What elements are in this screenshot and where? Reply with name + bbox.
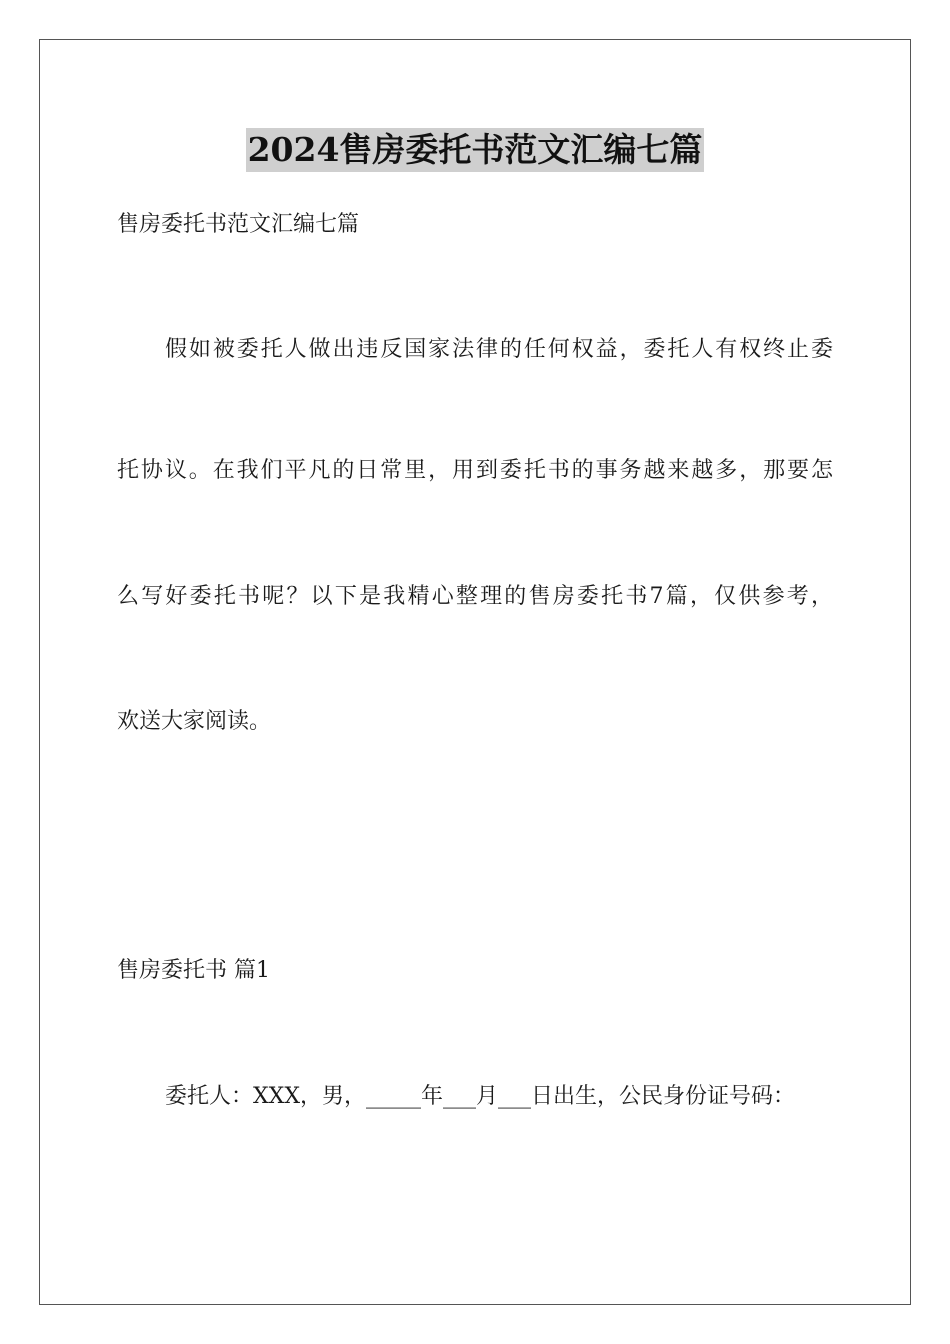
intro-line-1: 假如被委托人做出违反国家法律的任何权益，委托人有权终止委 xyxy=(165,337,833,362)
principal-line: 委托人：XXX，男，_____年___月___日出生，公民身份证号码： xyxy=(165,1084,795,1109)
document-title xyxy=(0,128,950,172)
intro-line-3: 么写好委托书呢？以下是我精心整理的售房委托书7篇，仅供参考， xyxy=(117,584,833,609)
document-title-text: 2024售房委托书范文汇编七篇 xyxy=(246,128,705,172)
document-subtitle: 售房委托书范文汇编七篇 xyxy=(117,212,360,237)
section-heading: 售房委托书 篇1 xyxy=(117,958,270,983)
intro-line-2: 托协议。在我们平凡的日常里，用到委托书的事务越来越多，那要怎 xyxy=(117,458,833,483)
intro-line-4: 欢送大家阅读。 xyxy=(117,709,272,734)
